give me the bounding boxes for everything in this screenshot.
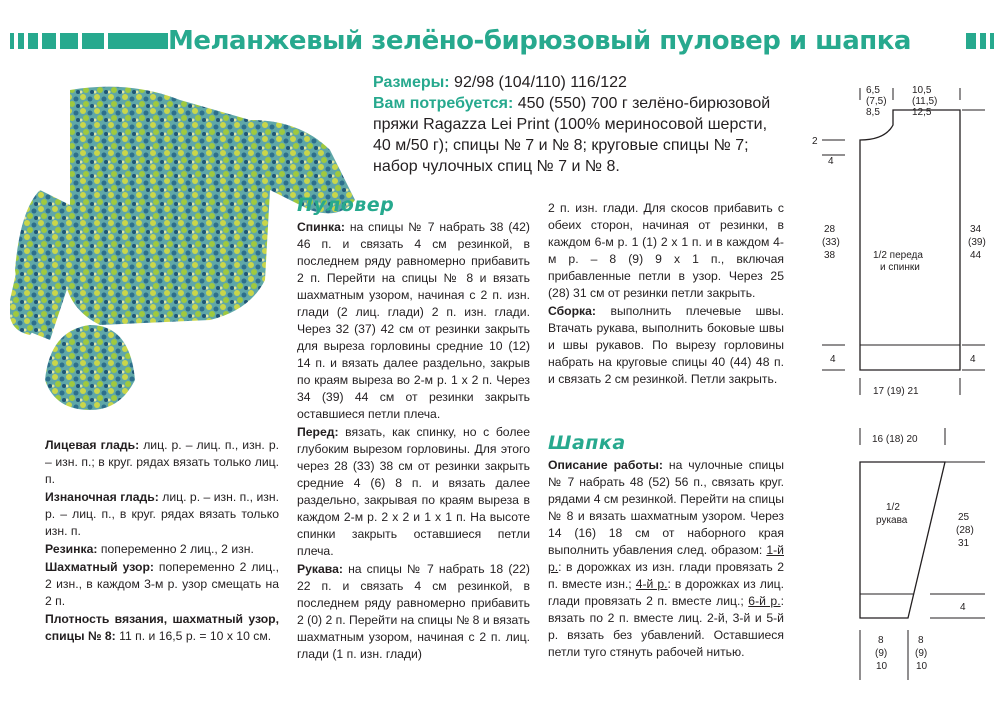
cuff-width-l1: 8 (878, 635, 884, 646)
cuff-width-r2: (9) (915, 648, 928, 659)
rib-height-left: 4 (830, 354, 836, 365)
sleeve-length-2: (28) (956, 525, 974, 536)
body-label-1: 1/2 переда (873, 250, 923, 261)
pattern-definitions (45, 437, 279, 646)
pattern-item: Лицевая гладь: лиц. р. – лиц. п., изн. р. – изн. п.; в круг. рядах вязать только лиц. п. (45, 438, 279, 486)
pattern-item: Плотность вязания, шахматный узор, спицы № 8: 11 п. и 16,5 р. = 10 х 10 см. (45, 612, 279, 643)
hat-paragraph: Описание работы: на чулочные спицы № 7 набрать 48 (52) 56 п., связать круг. рядами 4 см резинкой. Перейти на спицы № 8 и вязать шахматным узором. Через 14 (16) 18 см от наборного края выполнить убавления след. образом: 1-й р.: в дорожках из изн. глади провязать 2 п. вместе изн.; 4-й р.: в дорожках из лиц. глади провязать 2 п. вместе лиц.; 6-й р.: вязать по 2 п. вместе лиц. 2-й, 3-й и 5-й р. вязать без убавлений. Оставшиеся петли туго стянуть рабочей нитью. (548, 458, 784, 659)
shoulder-width-2: (11,5) (912, 96, 938, 107)
cuff-width-l2: (9) (875, 648, 888, 659)
shoulder-width-1: 10,5 (912, 85, 932, 96)
intro-block (373, 72, 778, 177)
back-height-1: 34 (970, 224, 982, 235)
rib-height-right: 4 (970, 354, 976, 365)
neck-width-1: 6,5 (866, 85, 880, 96)
neck-width-3: 8,5 (866, 107, 880, 118)
header-decoration-left (10, 33, 168, 49)
sleeve-top-width: 16 (18) 20 (872, 434, 918, 445)
neck-width-2: (7,5) (866, 96, 887, 107)
knitting-schematics (800, 80, 995, 710)
sleeve-rib-height: 4 (960, 602, 966, 613)
sizes-value: 92/98 (104/110) 116/122 (449, 74, 627, 91)
page-title: Меланжевый зелёно-бирюзовый пуловер и шапка (168, 26, 911, 56)
body-outline (860, 110, 960, 370)
back-height-2: (39) (968, 237, 986, 248)
front-height-2: (33) (822, 237, 840, 248)
pattern-item: Шахматный узор: попеременно 2 лиц., 2 изн., в каждом 3-м р. узор смещать на 2 п. (45, 560, 279, 608)
neck-depth: 2 (812, 136, 818, 147)
front-height-3: 38 (824, 250, 836, 261)
materials-line (373, 93, 778, 177)
materials-label: Вам потребуется: (373, 95, 514, 112)
sleeve-length-1: 25 (958, 512, 970, 523)
cuff-width-l3: 10 (876, 661, 888, 672)
body-bottom-width: 17 (19) 21 (873, 386, 919, 397)
pullover-instructions (297, 219, 530, 664)
pattern-item: Резинка: попеременно 2 лиц., 2 изн. (45, 542, 254, 556)
sleeves-paragraph-cont: 2 п. изн. глади. Для скосов прибавить с обеих сторон, начиная от резинки, в каждом 6-м р. 1 (1) 2 х 1 п. и в каждом 4-м р. – 8 (9) 9 х 1 п., включая прибавленные петли в узор. Через 25 (28) 31 см от резинки петли закрыть. (548, 201, 784, 300)
sleeve-length-3: 31 (958, 538, 970, 549)
sleeve-label-1: 1/2 (886, 502, 900, 513)
sizes-line (373, 72, 778, 93)
pullover-title: Пуловер (297, 194, 395, 216)
shoulder-width-3: 12,5 (912, 107, 932, 118)
header-decoration-right (966, 33, 994, 49)
sleeves-paragraph: Рукава: на спицы № 7 набрать 18 (22) 22 п. и связать 4 см резинкой, в последнем ряду равномерно прибавить 2 (0) 2 п. Перейти на спицы № 8 и вязать шахматным узором, начиная с 2 п. лиц. глади (1 п. изн. глади) (297, 562, 530, 661)
neck-rows: 4 (828, 156, 834, 167)
assembly-paragraph: Сборка: выполнить плечевые швы. Втачать рукава, выполнить боковые швы и швы рукавов. По вырезу горловины набрать на круговые спицы 40 (44) 48 п. и связать 2 см резинкой. Петли закрыть. (548, 304, 784, 386)
back-paragraph: Спинка: на спицы № 7 набрать 38 (42) 46 п. и связать 4 см резинкой, в последнем ряду равномерно прибавить 2 п. Перейти на спицы № 8 и вязать шахматным узором, начиная с 2 п. изн. глади (2 лиц. глади) 2 п. изн. глади. Через 32 (37) 42 см от резинки закрыть для выреза горловины средние 10 (12) 14 п. и вязать далее раздельно, закрыв по краям выреза во 2-м р. 1 х 2 п. Через 34 (39) 44 см от резинки закрыть оставшиеся петли плеча. (297, 220, 530, 421)
front-paragraph: Перед: вязать, как спинку, но с более глубоким вырезом горловины. Для этого через 28 (33) 38 см от резинки закрыть средние 4 (6) 8 п. и вязать далее раздельно, закрывая по краям выреза в каждом 2-м р. 2 х 2 и 1 х 1 п. На высоте спинки закрыть оставшиеся петли плеча. (297, 425, 530, 558)
body-label-2: и спинки (880, 262, 920, 273)
back-height-3: 44 (970, 250, 982, 261)
sleeve-label-2: рукава (876, 515, 908, 526)
pattern-item: Изнаночная гладь: лиц. р. – изн. п., изн. р. – лиц. п., в круг. рядах вязать только изн. п. (45, 490, 279, 538)
cuff-width-r1: 8 (918, 635, 924, 646)
hat-title: Шапка (548, 432, 626, 454)
sleeve-outline (860, 462, 945, 618)
cuff-width-r3: 10 (916, 661, 928, 672)
sizes-label: Размеры: (373, 74, 450, 91)
body-schematic (822, 88, 985, 395)
pullover-instructions-cont (548, 200, 784, 389)
hat-instructions (548, 457, 784, 662)
materials-value: 450 (550) 700 г зелёно-бирюзовой пряжи Ragazza Lei Print (100% мериносовой шерсти, 40 м/50 г); спицы № 7 и № 8; круговые спицы № 7; набор чулочных спиц № 7 и № 8. (373, 95, 771, 175)
front-height-1: 28 (824, 224, 836, 235)
